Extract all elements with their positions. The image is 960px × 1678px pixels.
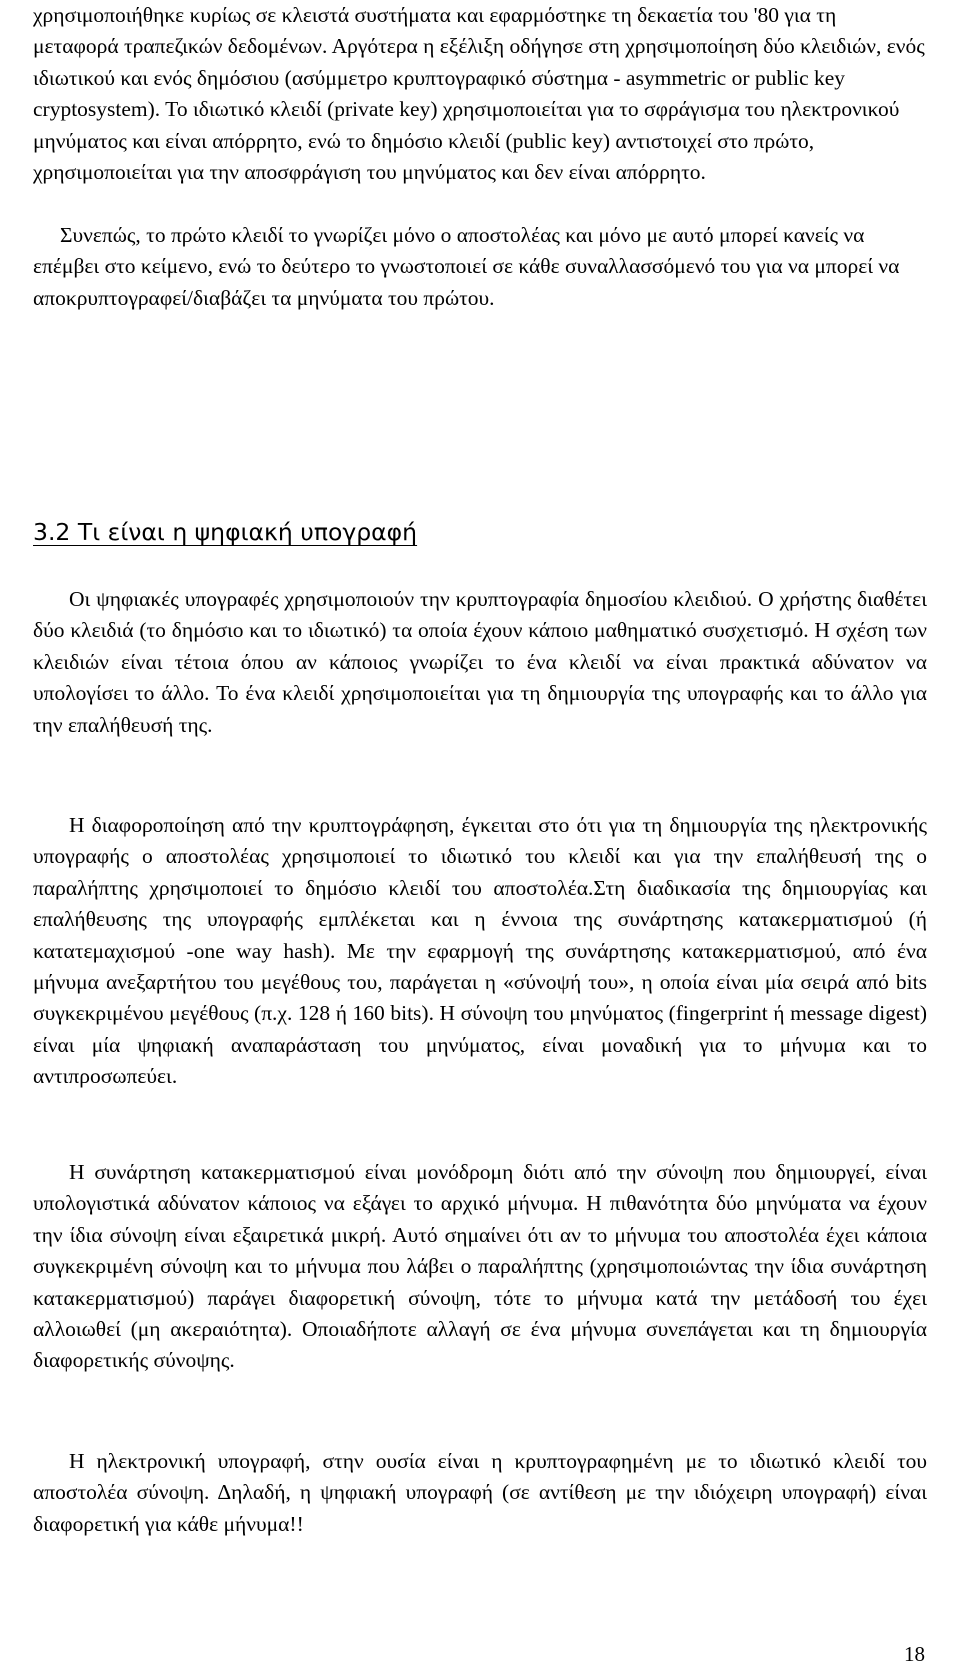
paragraph-section-4: Η ηλεκτρονική υπογραφή, στην ουσία είναι η κρυπτογραφημένη με το ιδιωτικό κλειδί του αποστολέα σύνοψη. Δηλαδή, η ψηφιακή υπογραφή (σε αντίθεση με την ιδιόχειρη υπογραφή) είναι διαφορετική για κάθε μήνυμα!! — [33, 1449, 927, 1536]
paragraph-section-2: Η διαφοροποίηση από την κρυπτογράφηση, έγκειται στο ότι για τη δημιουργία της ηλεκτρονικής υπογραφής ο αποστολέας χρησιμοποιεί το ιδιωτικό του κλειδί και για την επαλήθευσή της ο παραλήπτης χρησιμοποιεί το δημόσιο κλειδί του αποστολέα.Στη διαδικασία της δημιουργίας και επαλήθευσης της υπογραφής εμπλέκεται και η έννοια της συνάρτησης κατακερματισμού (ή κατατεμαχισμού -one way hash). Με την εφαρμογή της συνάρτησης κατακερματισμού, από ένα μήνυμα ανεξαρτήτου του μεγέθους του, παράγεται η «σύνοψή του», η οποία είναι μία σειρά από bits συγκεκριμένου μεγέθους (π.χ. 128 ή 160 bits). Η σύνοψη του μηνύματος (fingerprint ή message digest) είναι μία ψηφιακή αναπαράσταση του μηνύματος, είναι μοναδική για το μήνυμα και το αντιπροσωπεύει. — [33, 813, 927, 1089]
paragraph-intro-consequence: Συνεπώς, το πρώτο κλειδί το γνωρίζει μόνο ο αποστολέας και μόνο με αυτό μπορεί κανείς να επέμβει στο κείμενο, ενώ το δεύτερο το γνωστοποιεί σε κάθε συναλλασσόμενό του για να μπορεί να αποκρυπτογραφεί/διαβάζει τα μηνύματα του πρώτου. — [33, 223, 900, 310]
paragraph-section-3: Η συνάρτηση κατακερματισμού είναι μονόδρομη διότι από την σύνοψη που δημιουργεί, είναι υπολογιστικά αδύνατον κάποιος να εξάγει το αρχικό μήνυμα. Η πιθανότητα δύο μηνύματα να έχουν την ίδια σύνοψη είναι εξαιρετικά μικρή. Αυτό σημαίνει ότι αν το μήνυμα του αποστολέα έχει κάποια συγκεκριμένη σύνοψη και το μήνυμα που λάβει ο παραλήπτης (χρησιμοποιώντας την ίδια συνάρτηση κατακερματισμού) παράγει διαφορετική σύνοψη, τότε το μήνυμα κατά την μετάδοσή του έχει αλλοιωθεί (μη ακεραιότητα). Οποιαδήποτε αλλαγή σε ένα μήνυμα συνεπάγεται και τη δημιουργία διαφορετικής σύνοψης. — [33, 1160, 927, 1373]
paragraph-section-1: Οι ψηφιακές υπογραφές χρησιμοποιούν την κρυπτογραφία δημοσίου κλειδιού. Ο χρήστης διαθέτει δύο κλειδιά (το δημόσιο και το ιδιωτικό) τα οποία έχουν κάποιο μαθηματικό συσχετισμό. Η σχέση των κλειδιών είναι τέτοια όπου αν κάποιος γνωρίζει το ένα κλειδί να είναι πρακτικά αδύνατον να υπολογίσει το άλλο. Το ένα κλειδί χρησιμοποιείται για τη δημιουργία της υπογραφής και το άλλο για την επαλήθευσή της. — [33, 587, 927, 737]
section-heading: 3.2 Τι είναι η ψηφιακή υπογραφή — [33, 518, 418, 546]
page-number: 18 — [904, 1642, 925, 1666]
paragraph-intro-continuation: χρησιμοποιήθηκε κυρίως σε κλειστά συστήματα και εφαρμόστηκε τη δεκαετία του '80 για τη μεταφορά τραπεζικών δεδομένων. Αργότερα η εξέλιξη οδήγησε στη χρησιμοποίηση δύο κλειδιών, ενός ιδιωτικού και ενός δημόσιου (ασύμμετρο κρυπτογραφικό σύστημα - asymmetric or public key cryptosystem). Το ιδιωτικό κλειδί (private key) χρησιμοποιείται για το σφράγισμα του ηλεκτρονικού μηνύματος και είναι απόρρητο, ενώ το δημόσιο κλειδί (public key) αντιστοιχεί στο πρώτο, χρησιμοποιείται για την αποσφράγιση του μηνύματος και δεν είναι απόρρητο. — [33, 3, 925, 185]
